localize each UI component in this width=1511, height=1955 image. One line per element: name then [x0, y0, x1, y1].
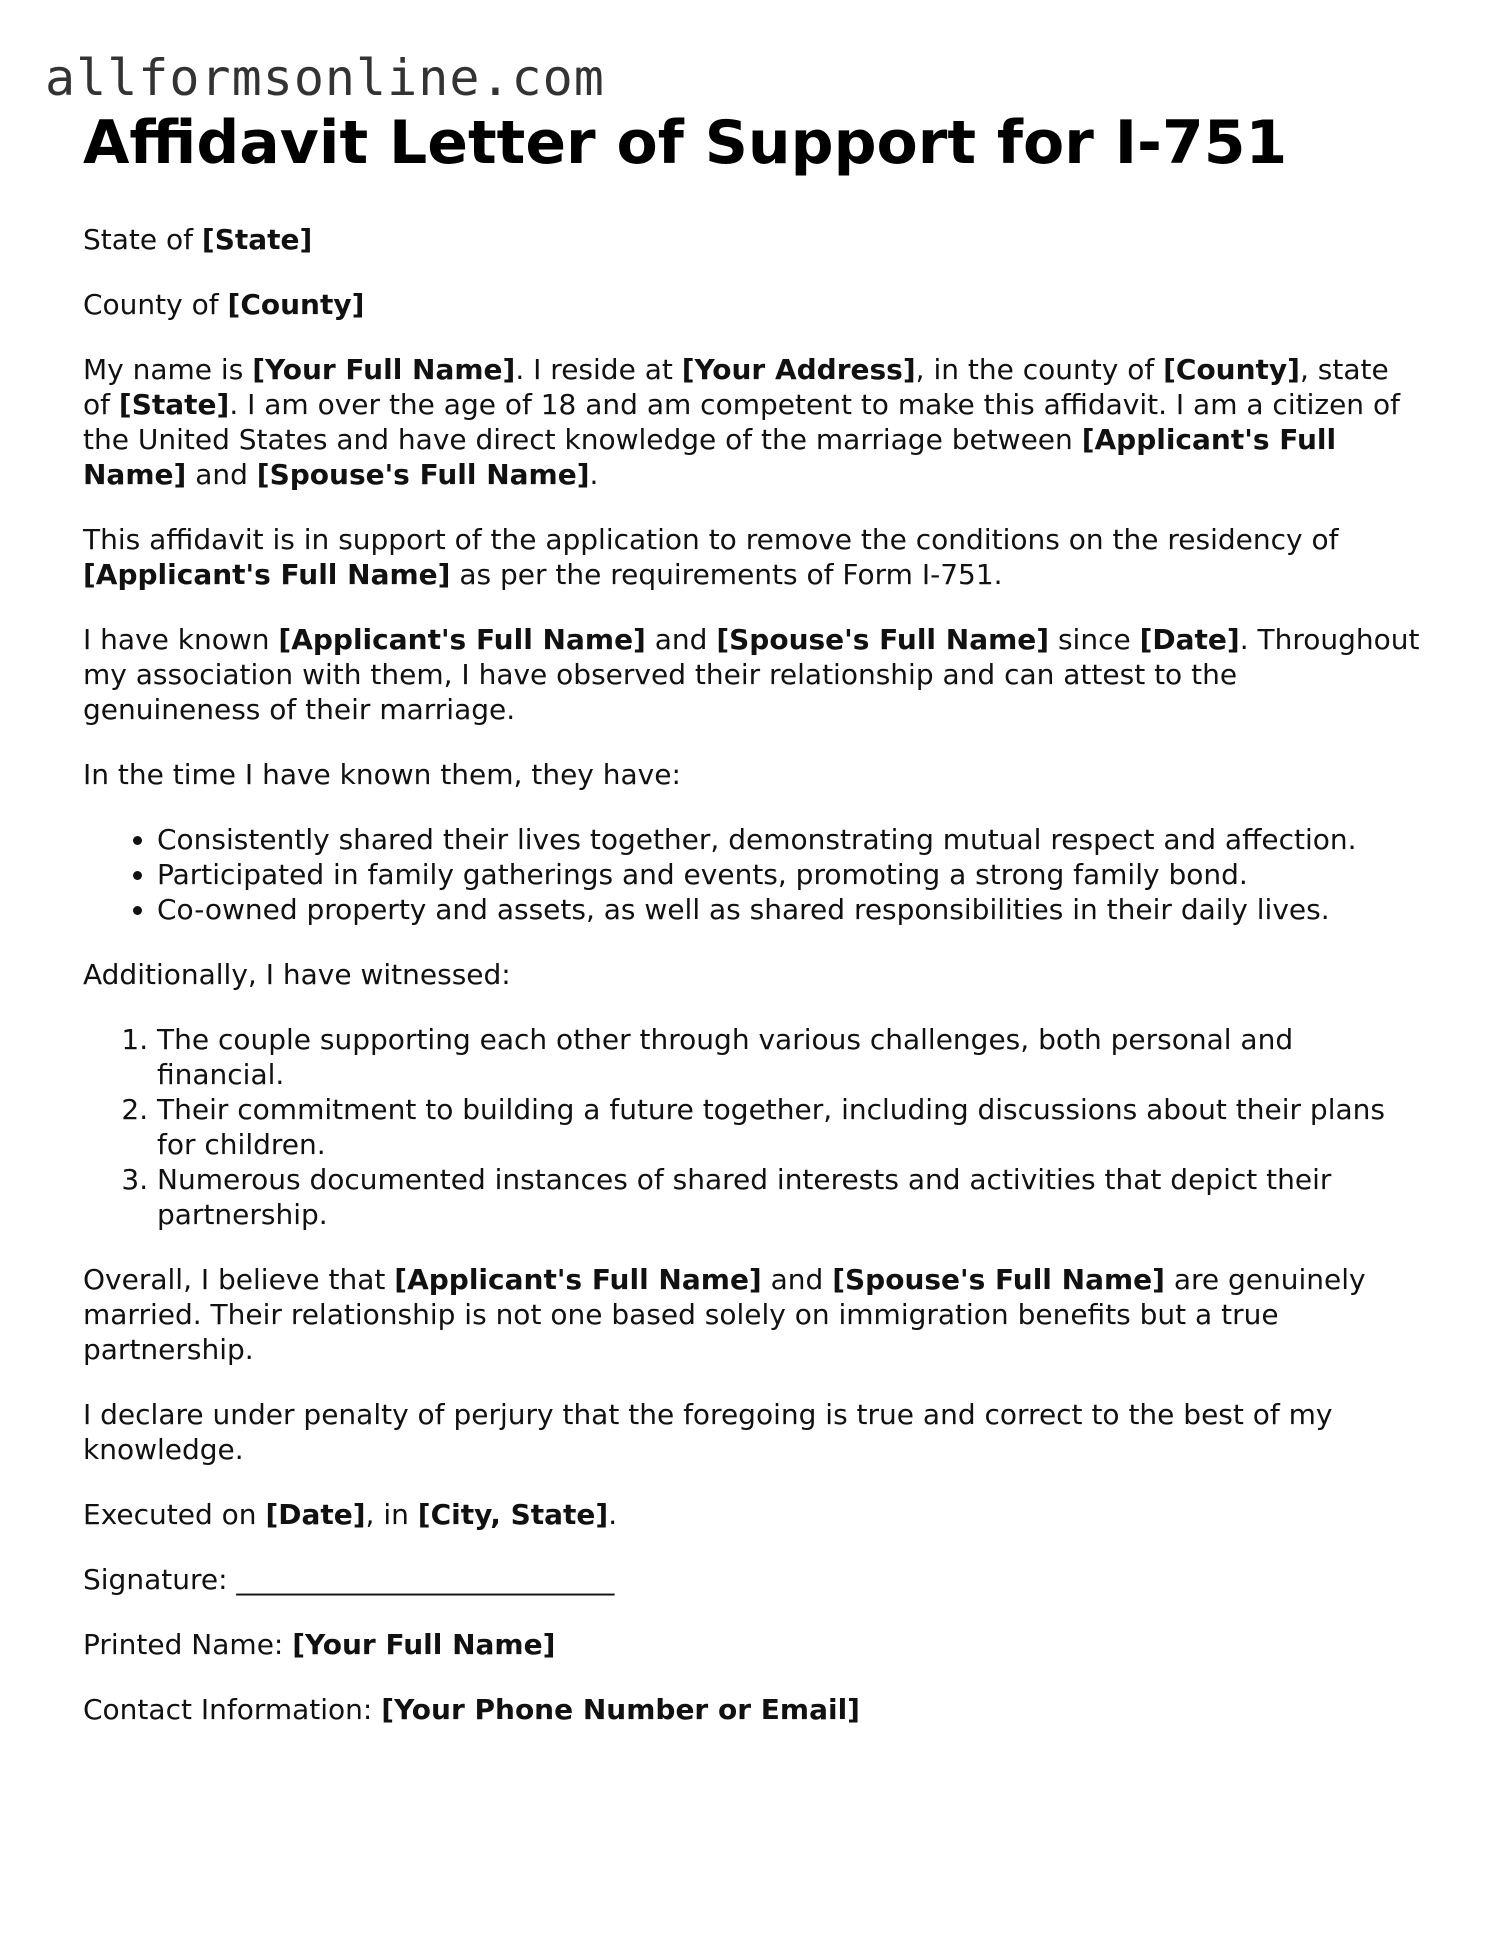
document — [83, 108, 1423, 1727]
known-paragraph: I have known [Applicant's Full Name] and [Spouse's Full Name] since [Date]. Throughout my association with them, I have observed their relationship and can attest to the genuineness of their marriage. — [83, 623, 1420, 726]
list-item: • Co-owned property and assets, as well as shared responsibilities in their daily lives. — [157, 892, 1423, 927]
contact-line: Contact Information: [Your Phone Number or Email] — [83, 1693, 860, 1726]
declaration-paragraph: I declare under penalty of perjury that the foregoing is true and correct to the best of my knowledge. — [83, 1398, 1333, 1466]
overall-paragraph: Overall, I believe that [Applicant's Full Name] and [Spouse's Full Name] are genuinely married. Their relationship is not one based solely on immigration benefits but a true partnership. — [83, 1263, 1366, 1366]
list-item: • Participated in family gatherings and events, promoting a strong family bond. — [157, 857, 1423, 892]
witness-list — [83, 1022, 1423, 1232]
site-watermark: allformsonline.com — [45, 49, 605, 107]
intro-paragraph: My name is [Your Full Name]. I reside at [Your Address], in the county of [County], state of [State]. I am over the age of 18 and am competent to make this affidavit. I am a citizen of the United States and have direct knowledge of the marriage between [Applicant's Full Name] and [Spouse's Full Name]. — [83, 353, 1400, 491]
printed-name-line: Printed Name: [Your Full Name] — [83, 1628, 556, 1661]
list-item: 2. Their commitment to building a future together, including discussions about their plans for children. — [157, 1092, 1423, 1162]
executed-line: Executed on [Date], in [City, State]. — [83, 1498, 618, 1531]
have-intro: In the time I have known them, they have: — [83, 758, 681, 791]
signature-line: Signature: ___________________________ — [83, 1563, 615, 1596]
have-list — [83, 822, 1423, 927]
document-title: Affidavit Letter of Support for I-751 — [83, 108, 1288, 178]
list-item: 3. Numerous documented instances of shared interests and activities that depict their partnership. — [157, 1162, 1423, 1232]
list-item: • Consistently shared their lives together, demonstrating mutual respect and affection. — [157, 822, 1423, 857]
county-line: County of [County] — [83, 288, 365, 321]
witness-intro: Additionally, I have witnessed: — [83, 958, 511, 991]
signature-blank: ___________________________ — [236, 1563, 615, 1596]
support-paragraph: This affidavit is in support of the application to remove the conditions on the residency of [Applicant's Full Name] as per the requirements of Form I-751. — [83, 523, 1339, 591]
list-item: 1. The couple supporting each other through various challenges, both personal and financial. — [157, 1022, 1423, 1092]
state-line: State of [State] — [83, 223, 313, 256]
